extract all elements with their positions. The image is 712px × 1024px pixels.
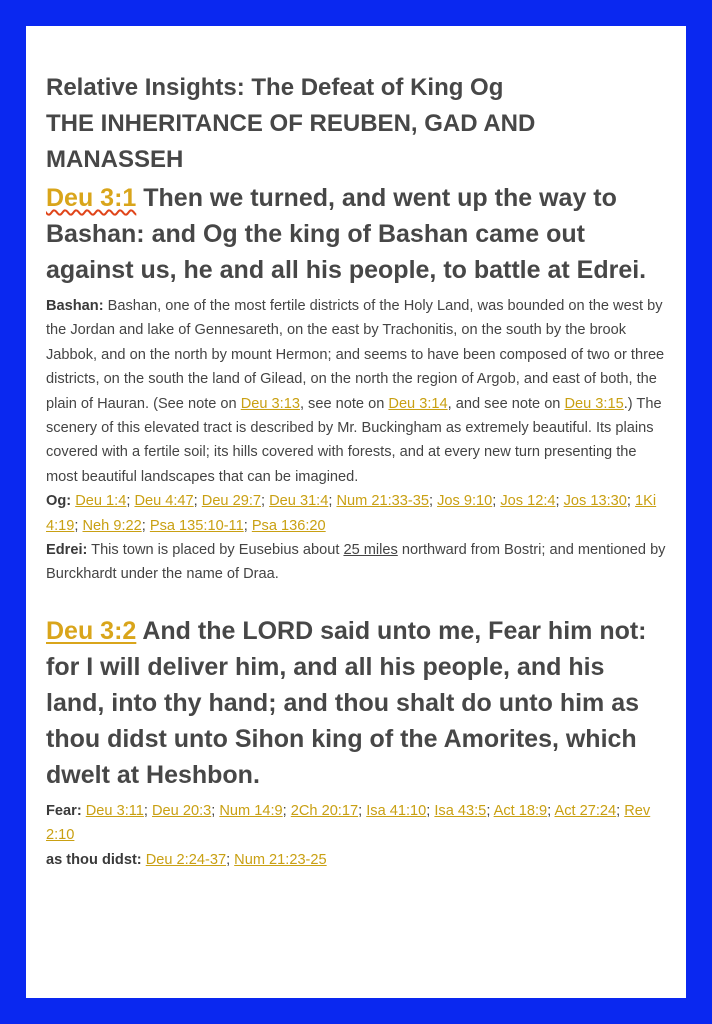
separator: ; — [226, 851, 235, 868]
asthou-refs — [146, 852, 327, 868]
cross-ref-link[interactable]: Num 21:23-25 — [234, 851, 327, 868]
note-label: Bashan: — [46, 298, 104, 314]
fear-refs — [46, 803, 650, 843]
cross-ref-link[interactable]: Act 27:24 — [554, 802, 617, 819]
cross-ref-link[interactable]: Num 21:33-35 — [336, 493, 429, 510]
separator: ; — [143, 802, 153, 819]
verse-deu-3-1 — [46, 180, 666, 288]
cross-ref-link[interactable]: Jos 13:30 — [563, 493, 627, 510]
separator: ; — [211, 802, 220, 819]
separator: ; — [74, 517, 83, 534]
separator: ; — [358, 802, 367, 819]
cross-ref-link[interactable]: Rev 2:10 — [46, 802, 651, 844]
verse-ref-link[interactable]: Deu 3:1 — [46, 184, 137, 212]
separator: ; — [486, 802, 494, 819]
note-as-thou-didst — [46, 848, 666, 872]
cross-ref-link[interactable]: Neh 9:22 — [82, 517, 142, 534]
section-heading-line2: MANASSEH — [46, 146, 184, 173]
note-fear — [46, 799, 666, 848]
note-text: Bashan, one of the most fertile districts of the Holy Land, was bounded on the west by the Jordan and lake of Gennesareth, on the east by Trachonitis, on the south by the brook Jabbok, and on the north by mount Hermon; and seems to have been composed of two or three districts, on the south the land of Gilead, on the north the region of Argob, and east of both, the plain of Hauran. (See note on — [46, 298, 665, 412]
cross-ref-link[interactable]: Deu 3:14 — [388, 395, 448, 412]
cross-ref-link[interactable]: Deu 29:7 — [201, 493, 262, 510]
document-page — [26, 26, 686, 998]
cross-ref-link[interactable]: Deu 3:15 — [564, 395, 624, 412]
cross-ref-link[interactable]: Jos 9:10 — [437, 493, 493, 510]
separator: ; — [616, 802, 625, 819]
separator: ; — [243, 517, 252, 534]
note-text: .) The scenery of this elevated tract is described by Mr. Buckingham as extremely beautiful. Its plains covered with a fertile soil; its hills covered with forests, and at every new turn presenting the most beautiful landscapes that can be imagined. — [46, 395, 662, 485]
cross-ref-link[interactable]: Isa 41:10 — [366, 802, 427, 819]
note-label: Edrei: — [46, 542, 88, 559]
separator: ; — [282, 802, 291, 819]
cross-ref-link[interactable]: Deu 31:4 — [269, 493, 329, 510]
note-edrei — [46, 538, 666, 587]
note-label: as thou didst: — [46, 851, 142, 868]
separator: ; — [626, 493, 636, 510]
note-text: This town is placed by Eusebius about — [87, 542, 344, 559]
cross-ref-link[interactable]: Deu 4:47 — [134, 493, 194, 510]
spacer — [46, 587, 666, 611]
cross-ref-link[interactable]: Isa 43:5 — [434, 802, 487, 819]
section-heading-line1: THE INHERITANCE OF REUBEN, GAD AND — [46, 110, 536, 137]
cross-ref-link[interactable]: Deu 2:24-37 — [145, 851, 227, 868]
cross-ref-link[interactable]: Deu 3:11 — [85, 802, 144, 819]
note-bashan — [46, 294, 666, 489]
separator: ; — [492, 493, 501, 510]
verse-deu-3-2 — [46, 613, 666, 793]
separator: ; — [141, 517, 150, 534]
note-og — [46, 489, 666, 538]
separator: ; — [193, 493, 202, 510]
separator: ; — [555, 493, 564, 510]
note-text: northward from Bostri; and mentioned by Burckhardt under the name of Draa. — [46, 542, 666, 583]
separator: ; — [547, 802, 555, 819]
cross-ref-link[interactable]: Psa 135:10-11 — [149, 517, 244, 534]
cross-ref-link[interactable]: Deu 20:3 — [152, 802, 212, 819]
separator: ; — [261, 493, 270, 510]
cross-ref-link[interactable]: Num 14:9 — [219, 802, 283, 819]
verse-text: Then we turned, and went up the way to Bashan: and Og the king of Bashan came out against us, he and all his people, to battle at Edrei. — [46, 184, 647, 284]
verse-ref-link[interactable]: Deu 3:2 — [46, 616, 137, 645]
cross-ref-link[interactable]: Psa 136:20 — [251, 517, 326, 534]
cross-ref-link[interactable]: Deu 1:4 — [75, 493, 127, 510]
cross-ref-link[interactable]: Deu 3:13 — [240, 395, 300, 412]
verse-text: And the LORD said unto me, Fear him not: for I will deliver him, and all his people, and his land, into thy hand; and thou shalt do unto him as thou didst unto Sihon king of the Amorites, which dwelt at Heshbon. — [46, 616, 647, 789]
distance-text: 25 miles — [343, 542, 398, 559]
note-text: , and see note on — [447, 395, 565, 412]
og-refs — [46, 493, 656, 533]
cross-ref-link[interactable]: Act 18:9 — [493, 802, 548, 819]
cross-ref-link[interactable]: 2Ch 20:17 — [290, 802, 359, 819]
separator: ; — [426, 802, 435, 819]
document-title: Relative Insights: The Defeat of King Og — [46, 74, 504, 101]
cross-ref-link[interactable]: 1Ki 4:19 — [46, 493, 657, 534]
note-text: , see note on — [299, 395, 389, 412]
separator: ; — [126, 493, 135, 510]
note-label: Fear: — [46, 802, 82, 819]
separator: ; — [328, 493, 337, 510]
separator: ; — [428, 493, 438, 510]
note-label: Og: — [46, 493, 72, 510]
cross-ref-link[interactable]: Jos 12:4 — [500, 493, 556, 510]
